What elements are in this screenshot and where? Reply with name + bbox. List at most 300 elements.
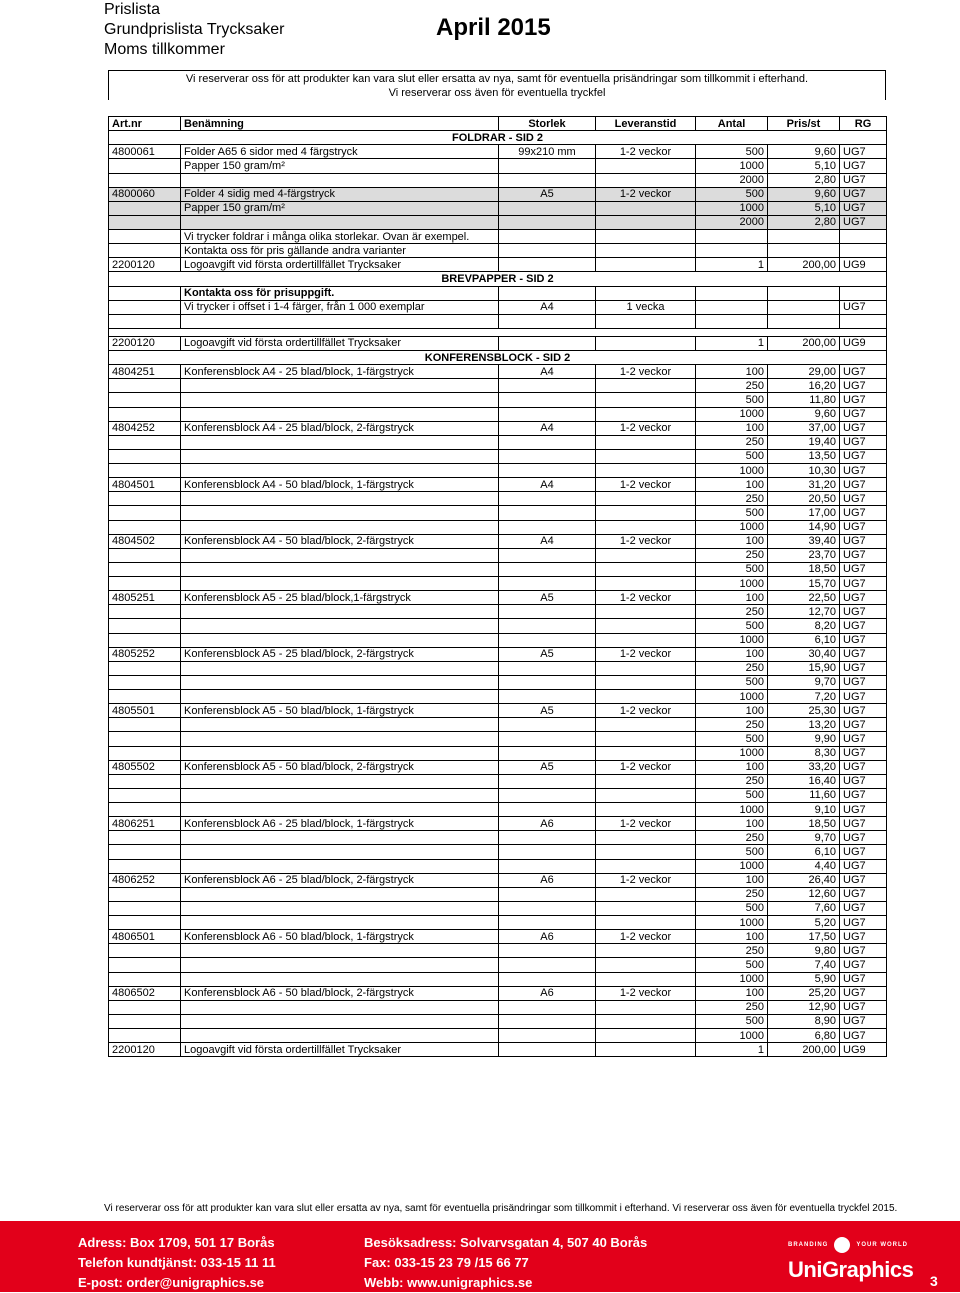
cell-delivery: 1 vecka: [596, 300, 696, 314]
cell-rg: UG7: [840, 407, 887, 421]
cell-size: A4: [499, 478, 596, 492]
cell-name: [181, 675, 499, 689]
cell-quantity: 500: [696, 449, 768, 463]
table-row: [109, 1043, 887, 1057]
cell-rg: UG7: [840, 591, 887, 605]
cell-rg: UG7: [840, 916, 887, 930]
cell-rg: UG7: [840, 817, 887, 831]
cell-rg: UG7: [840, 1014, 887, 1028]
cell-size: [499, 859, 596, 873]
table-row: [109, 365, 887, 379]
cell-name: [181, 449, 499, 463]
col-header-rg: RG: [840, 117, 887, 131]
cell-name: [181, 944, 499, 958]
cell-delivery: [596, 173, 696, 187]
cell-rg: UG7: [840, 958, 887, 972]
cell-delivery: [596, 201, 696, 215]
table-row: [109, 300, 887, 314]
cell-size: [499, 732, 596, 746]
cell-rg: UG7: [840, 435, 887, 449]
table-row: [109, 520, 887, 534]
cell-quantity: 500: [696, 562, 768, 576]
cell-delivery: [596, 1043, 696, 1057]
cell-delivery: [596, 393, 696, 407]
cell-artnr: [109, 1014, 181, 1028]
cell-artnr: [109, 407, 181, 421]
cell-size: A5: [499, 187, 596, 201]
cell-price: 37,00: [768, 421, 840, 435]
cell-delivery: 1-2 veckor: [596, 534, 696, 548]
cell-name: [181, 548, 499, 562]
table-row: [109, 478, 887, 492]
table-row: [109, 831, 887, 845]
col-header-delivery: Leveranstid: [596, 117, 696, 131]
cell-artnr: 2200120: [109, 258, 181, 272]
cell-price: 9,60: [768, 145, 840, 159]
cell-artnr: 4805501: [109, 704, 181, 718]
cell-name: Papper 150 gram/m²: [181, 201, 499, 215]
doc-subtitle: Grundprislista Trycksaker: [104, 21, 285, 38]
cell-name: [181, 661, 499, 675]
cell-artnr: [109, 435, 181, 449]
cell-price: 33,20: [768, 760, 840, 774]
col-header-quantity: Antal: [696, 117, 768, 131]
cell-delivery: [596, 449, 696, 463]
cell-rg: UG7: [840, 873, 887, 887]
cell-quantity: 2000: [696, 173, 768, 187]
cell-artnr: [109, 859, 181, 873]
cell-delivery: [596, 972, 696, 986]
cell-quantity: 500: [696, 732, 768, 746]
cell-price: 11,60: [768, 788, 840, 802]
notice-line-1: Vi reserverar oss för att produkter kan vara slut eller ersatta av nya, samt för eventuella prisändringar som tillkommit i efterhand.: [185, 73, 809, 85]
cell-quantity: 1000: [696, 159, 768, 173]
table-row: [109, 314, 887, 328]
cell-name: Logoavgift vid första ordertillfället Trycksaker: [181, 1043, 499, 1057]
cell-rg: UG7: [840, 187, 887, 201]
cell-name: Vi trycker foldrar i många olika storlekar. Ovan är exempel.: [181, 230, 499, 244]
table-row: [109, 901, 887, 915]
cell-size: [499, 201, 596, 215]
cell-name: [181, 831, 499, 845]
cell-delivery: [596, 887, 696, 901]
cell-rg: UG7: [840, 173, 887, 187]
cell-rg: UG7: [840, 930, 887, 944]
cell-price: 6,10: [768, 845, 840, 859]
table-row: [109, 675, 887, 689]
brand-tag-right: YOUR WORLD: [856, 1242, 908, 1248]
table-row: [109, 201, 887, 215]
cell-price: [768, 286, 840, 300]
cell-size: [499, 746, 596, 760]
cell-quantity: 2000: [696, 215, 768, 229]
cell-rg: UG7: [840, 690, 887, 704]
cell-delivery: [596, 859, 696, 873]
cell-name: Logoavgift vid första ordertillfället Trycksaker: [181, 258, 499, 272]
cell-rg: UG7: [840, 803, 887, 817]
cell-rg: UG7: [840, 300, 887, 314]
cell-size: [499, 845, 596, 859]
cell-price: 8,20: [768, 619, 840, 633]
cell-artnr: [109, 831, 181, 845]
cell-delivery: [596, 244, 696, 258]
cell-quantity: 1000: [696, 916, 768, 930]
cell-artnr: [109, 577, 181, 591]
cell-artnr: 4806502: [109, 986, 181, 1000]
table-row: [109, 159, 887, 173]
table-row: [109, 704, 887, 718]
footer-visit-col: [364, 1233, 647, 1293]
cell-name: [181, 901, 499, 915]
cell-name: [181, 845, 499, 859]
cell-rg: UG9: [840, 336, 887, 350]
cell-price: 200,00: [768, 336, 840, 350]
cell-size: [499, 1043, 596, 1057]
table-row: [109, 930, 887, 944]
cell-rg: UG7: [840, 379, 887, 393]
cell-rg: [840, 230, 887, 244]
cell-price: 7,60: [768, 901, 840, 915]
cell-delivery: [596, 661, 696, 675]
cell-delivery: [596, 314, 696, 328]
cell-name: Vi trycker i offset i 1-4 färger, från 1 000 exemplar: [181, 300, 499, 314]
cell-name: [181, 492, 499, 506]
cell-artnr: [109, 300, 181, 314]
cell-price: 200,00: [768, 1043, 840, 1057]
cell-rg: UG7: [840, 704, 887, 718]
cell-size: A4: [499, 534, 596, 548]
cell-quantity: 250: [696, 774, 768, 788]
footer-email[interactable]: E-post: order@unigraphics.se: [78, 1275, 265, 1290]
cell-artnr: [109, 1000, 181, 1014]
cell-delivery: [596, 831, 696, 845]
cell-name: [181, 732, 499, 746]
cell-quantity: 1000: [696, 972, 768, 986]
table-row: [109, 944, 887, 958]
cell-rg: UG7: [840, 619, 887, 633]
cell-artnr: [109, 746, 181, 760]
cell-delivery: [596, 633, 696, 647]
cell-artnr: [109, 619, 181, 633]
cell-price: 9,60: [768, 407, 840, 421]
cell-rg: UG7: [840, 159, 887, 173]
cell-rg: [840, 244, 887, 258]
section-heading: FOLDRAR - SID 2: [109, 131, 887, 145]
table-row: [109, 732, 887, 746]
cell-name: [181, 887, 499, 901]
cell-delivery: [596, 230, 696, 244]
table-row: [109, 562, 887, 576]
footer-web[interactable]: Webb: www.unigraphics.se: [364, 1275, 533, 1290]
cell-price: 9,60: [768, 187, 840, 201]
cell-delivery: 1-2 veckor: [596, 365, 696, 379]
cell-artnr: [109, 944, 181, 958]
cell-rg: UG7: [840, 393, 887, 407]
cell-delivery: [596, 1029, 696, 1043]
cell-delivery: [596, 605, 696, 619]
cell-artnr: [109, 244, 181, 258]
cell-quantity: 100: [696, 817, 768, 831]
cell-delivery: 1-2 veckor: [596, 187, 696, 201]
cell-price: 18,50: [768, 817, 840, 831]
cell-price: 31,20: [768, 478, 840, 492]
company-footer: [0, 1221, 960, 1292]
cell-price: 9,10: [768, 803, 840, 817]
cell-delivery: [596, 803, 696, 817]
table-row: [109, 746, 887, 760]
cell-rg: UG7: [840, 831, 887, 845]
cell-quantity: 500: [696, 845, 768, 859]
cell-price: 16,20: [768, 379, 840, 393]
cell-price: 5,10: [768, 201, 840, 215]
cell-artnr: [109, 690, 181, 704]
cell-rg: UG7: [840, 944, 887, 958]
cell-size: [499, 336, 596, 350]
cell-name: Konferensblock A6 - 25 blad/block, 2-färgstryck: [181, 873, 499, 887]
cell-name: [181, 605, 499, 619]
cell-delivery: [596, 336, 696, 350]
cell-quantity: [696, 300, 768, 314]
cell-rg: UG7: [840, 506, 887, 520]
cell-delivery: [596, 732, 696, 746]
cell-rg: UG7: [840, 887, 887, 901]
cell-price: 12,70: [768, 605, 840, 619]
cell-size: [499, 958, 596, 972]
cell-size: [499, 675, 596, 689]
cell-name: [181, 619, 499, 633]
cell-name: [181, 435, 499, 449]
cell-artnr: [109, 774, 181, 788]
document-header: [104, 0, 285, 60]
cell-size: [499, 690, 596, 704]
cell-quantity: 1000: [696, 407, 768, 421]
cell-name: Folder A65 6 sidor med 4 färgstryck: [181, 145, 499, 159]
cell-artnr: 4800060: [109, 187, 181, 201]
col-header-price: Pris/st: [768, 117, 840, 131]
table-row: [109, 619, 887, 633]
brand-tag-left: BRANDING: [788, 1242, 829, 1248]
cell-price: 5,20: [768, 916, 840, 930]
table-row: [109, 845, 887, 859]
cell-rg: UG7: [840, 577, 887, 591]
table-row: [109, 774, 887, 788]
cell-size: A4: [499, 300, 596, 314]
cell-rg: UG7: [840, 986, 887, 1000]
cell-rg: UG7: [840, 464, 887, 478]
cell-artnr: 4800061: [109, 145, 181, 159]
cell-name: [181, 464, 499, 478]
cell-delivery: [596, 619, 696, 633]
cell-quantity: 100: [696, 421, 768, 435]
cell-artnr: 4804252: [109, 421, 181, 435]
cell-artnr: [109, 887, 181, 901]
cell-quantity: 100: [696, 591, 768, 605]
section-heading-row: [109, 272, 887, 286]
cell-rg: UG7: [840, 215, 887, 229]
cell-delivery: [596, 690, 696, 704]
cell-rg: UG7: [840, 1000, 887, 1014]
cell-quantity: 1000: [696, 746, 768, 760]
cell-artnr: [109, 159, 181, 173]
table-row: [109, 173, 887, 187]
cell-price: 15,70: [768, 577, 840, 591]
cell-artnr: [109, 379, 181, 393]
cell-artnr: [109, 393, 181, 407]
cell-size: [499, 831, 596, 845]
cell-delivery: 1-2 veckor: [596, 591, 696, 605]
cell-price: 200,00: [768, 258, 840, 272]
section-heading-row: [109, 351, 887, 365]
cell-quantity: 250: [696, 548, 768, 562]
cell-artnr: [109, 633, 181, 647]
cell-name: [181, 690, 499, 704]
cell-rg: UG7: [840, 859, 887, 873]
table-row: [109, 1029, 887, 1043]
table-row: [109, 803, 887, 817]
cell-quantity: 100: [696, 704, 768, 718]
cell-delivery: 1-2 veckor: [596, 986, 696, 1000]
cell-delivery: 1-2 veckor: [596, 421, 696, 435]
cell-artnr: 4806501: [109, 930, 181, 944]
cell-quantity: [696, 230, 768, 244]
cell-delivery: [596, 258, 696, 272]
cell-price: 5,10: [768, 159, 840, 173]
cell-size: [499, 548, 596, 562]
cell-quantity: 250: [696, 379, 768, 393]
footer-contact-col: [78, 1233, 276, 1293]
cell-size: A5: [499, 591, 596, 605]
table-row: [109, 464, 887, 478]
cell-artnr: [109, 845, 181, 859]
logo-mark-icon: [834, 1237, 850, 1253]
cell-artnr: [109, 520, 181, 534]
cell-size: [499, 1000, 596, 1014]
cell-size: [499, 506, 596, 520]
cell-size: [499, 944, 596, 958]
cell-size: A5: [499, 760, 596, 774]
price-table: [108, 116, 887, 1057]
table-row: [109, 506, 887, 520]
cell-delivery: 1-2 veckor: [596, 930, 696, 944]
cell-artnr: [109, 732, 181, 746]
cell-artnr: [109, 173, 181, 187]
section-heading-row: [109, 131, 887, 145]
cell-size: A5: [499, 704, 596, 718]
footer-visit-address: Besöksadress: Solvarvsgatan 4, 507 40 Borås: [364, 1235, 648, 1250]
cell-delivery: [596, 407, 696, 421]
cell-quantity: 250: [696, 661, 768, 675]
cell-size: [499, 244, 596, 258]
cell-delivery: [596, 1014, 696, 1028]
cell-artnr: [109, 788, 181, 802]
cell-price: 20,50: [768, 492, 840, 506]
cell-quantity: 1000: [696, 859, 768, 873]
table-row: [109, 605, 887, 619]
cell-delivery: [596, 379, 696, 393]
cell-delivery: [596, 506, 696, 520]
cell-artnr: [109, 506, 181, 520]
cell-size: [499, 887, 596, 901]
cell-delivery: [596, 215, 696, 229]
cell-artnr: [109, 675, 181, 689]
cell-name: [181, 633, 499, 647]
cell-artnr: 4804501: [109, 478, 181, 492]
table-row: [109, 986, 887, 1000]
table-row: [109, 421, 887, 435]
cell-size: [499, 492, 596, 506]
cell-name: [181, 520, 499, 534]
cell-size: 99x210 mm: [499, 145, 596, 159]
table-row: [109, 873, 887, 887]
cell-quantity: 250: [696, 887, 768, 901]
cell-artnr: [109, 230, 181, 244]
col-header-size: Storlek: [499, 117, 596, 131]
section-heading: BREVPAPPER - SID 2: [109, 272, 887, 286]
cell-delivery: [596, 916, 696, 930]
section-heading: KONFERENSBLOCK - SID 2: [109, 351, 887, 365]
cell-quantity: 250: [696, 718, 768, 732]
cell-quantity: 500: [696, 958, 768, 972]
cell-size: [499, 258, 596, 272]
cell-name: [181, 788, 499, 802]
cell-artnr: [109, 803, 181, 817]
table-row: [109, 958, 887, 972]
table-row: [109, 972, 887, 986]
cell-rg: UG7: [840, 534, 887, 548]
table-row: [109, 1000, 887, 1014]
cell-rg: UG7: [840, 718, 887, 732]
cell-name: [181, 1014, 499, 1028]
brand-name: UniGraphics: [788, 1257, 914, 1282]
unigraphics-logo: [788, 1237, 914, 1283]
cell-delivery: 1-2 veckor: [596, 760, 696, 774]
cell-rg: UG7: [840, 633, 887, 647]
cell-name: [181, 1000, 499, 1014]
col-header-name: Benämning: [181, 117, 499, 131]
cell-name: [181, 393, 499, 407]
cell-price: 17,50: [768, 930, 840, 944]
cell-quantity: 1: [696, 258, 768, 272]
cell-price: 17,00: [768, 506, 840, 520]
cell-size: [499, 774, 596, 788]
cell-rg: UG7: [840, 972, 887, 986]
cell-delivery: [596, 435, 696, 449]
cell-price: 12,60: [768, 887, 840, 901]
footer-fax: Fax: 033-15 23 79 /15 66 77: [364, 1255, 529, 1270]
cell-size: A4: [499, 365, 596, 379]
cell-rg: UG9: [840, 258, 887, 272]
cell-artnr: 4806252: [109, 873, 181, 887]
cell-quantity: 500: [696, 619, 768, 633]
cell-name: Konferensblock A5 - 50 blad/block, 2-färgstryck: [181, 760, 499, 774]
cell-artnr: [109, 201, 181, 215]
table-row: [109, 718, 887, 732]
cell-name: [181, 379, 499, 393]
table-row: [109, 916, 887, 930]
doc-date: April 2015: [436, 14, 551, 41]
cell-size: [499, 633, 596, 647]
cell-artnr: [109, 1029, 181, 1043]
cell-artnr: 4805502: [109, 760, 181, 774]
cell-size: [499, 173, 596, 187]
table-row: [109, 548, 887, 562]
table-row: [109, 1014, 887, 1028]
table-row: [109, 230, 887, 244]
cell-rg: UG9: [840, 1043, 887, 1057]
cell-name: Konferensblock A4 - 25 blad/block, 1-färgstryck: [181, 365, 499, 379]
footer-disclaimer: Vi reserverar oss för att produkter kan vara slut eller ersatta av nya, samt för eventuella prisändringar som tillkommit i efterhand. Vi reserverar oss även för eventuella tryckfel 2015.: [104, 1203, 898, 1214]
cell-size: [499, 788, 596, 802]
